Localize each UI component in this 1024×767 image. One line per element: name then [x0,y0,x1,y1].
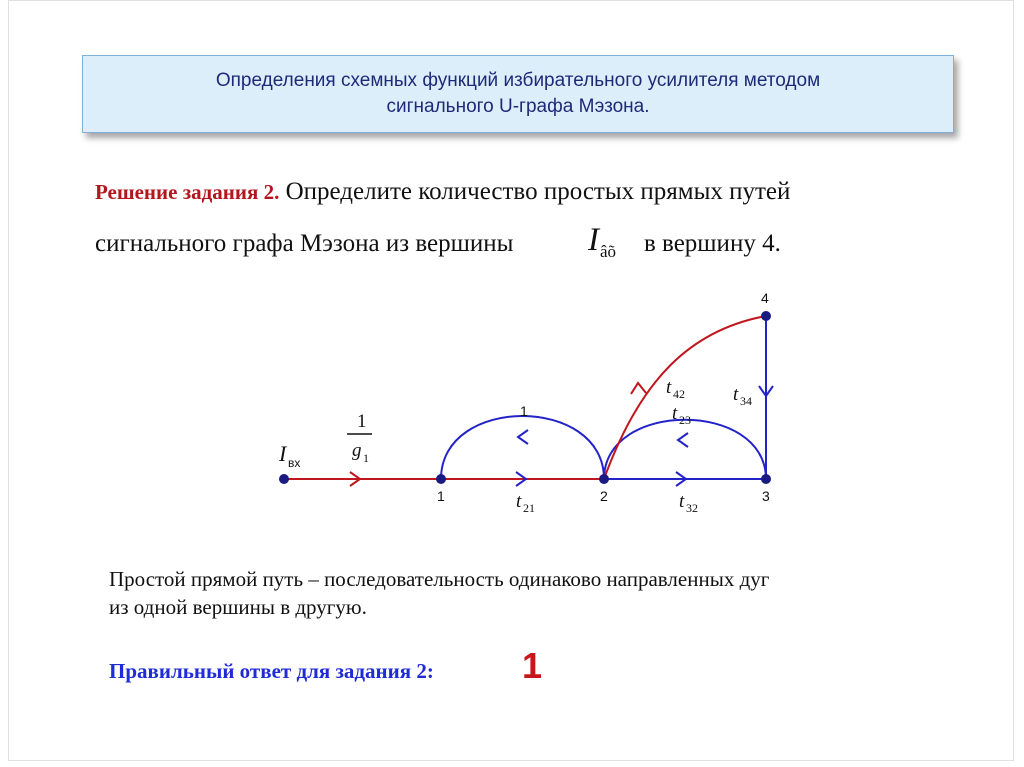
node-label-3: 3 [762,488,770,504]
gain-denominator: g [352,440,362,461]
edge-label-t23-subscript: 23 [679,413,691,427]
definition-line-1: Простой прямой путь – последовательность одинаково направленных дуг [109,567,770,591]
edge-label-t23: t [672,403,678,424]
task-label: Решение задания 2. [95,180,280,204]
node-3 [761,474,771,484]
task-text-1: Определите количество простых прямых путей [285,178,791,205]
node-label-1: 1 [437,488,445,504]
arc-label-1: 1 [520,403,528,419]
arc-2-to-1 [441,416,604,479]
source-label: I [279,441,287,466]
node-4 [761,311,771,321]
node-label-4: 4 [761,290,769,306]
definition-line-2: из одной вершины в другую. [109,595,367,619]
source-label-subscript: вх [288,456,301,470]
title-line-2: сигнального U-графа Мэзона. [386,96,650,117]
edge-label-t21-subscript: 21 [523,501,535,515]
edge-label-t42-subscript: 42 [673,387,685,401]
title-line-1: Определения схемных функций избирательного усилителя методом [215,70,821,91]
node-source [279,474,289,484]
node-2 [599,474,609,484]
edge-label-t34: t [733,384,739,405]
arrow-arc-3-2 [678,433,688,447]
edge-label-t21: t [516,491,522,512]
answer-value: 1 [522,645,543,686]
node-label-2: 2 [600,488,608,504]
edge-label-t42: t [666,377,672,398]
task-line-2-tail: в вершину 4. [644,230,781,257]
edge-label-t32: t [679,491,685,512]
task-text-2: сигнального графа Мэзона из вершины [95,230,514,257]
arc-3-to-2 [604,420,766,479]
edge-label-t34-subscript: 34 [740,394,752,408]
arrow-2-4 [631,383,646,394]
source-variable: I [588,222,599,258]
edge-label-t32-subscript: 32 [686,501,698,515]
node-1 [436,474,446,484]
answer-label: Правильный ответ для задания 2: [109,659,434,683]
gain-numerator: 1 [357,411,367,432]
gain-denominator-subscript: 1 [363,451,369,465]
source-variable-subscript: âõ [600,242,617,261]
arrow-arc-2-1 [518,430,528,444]
